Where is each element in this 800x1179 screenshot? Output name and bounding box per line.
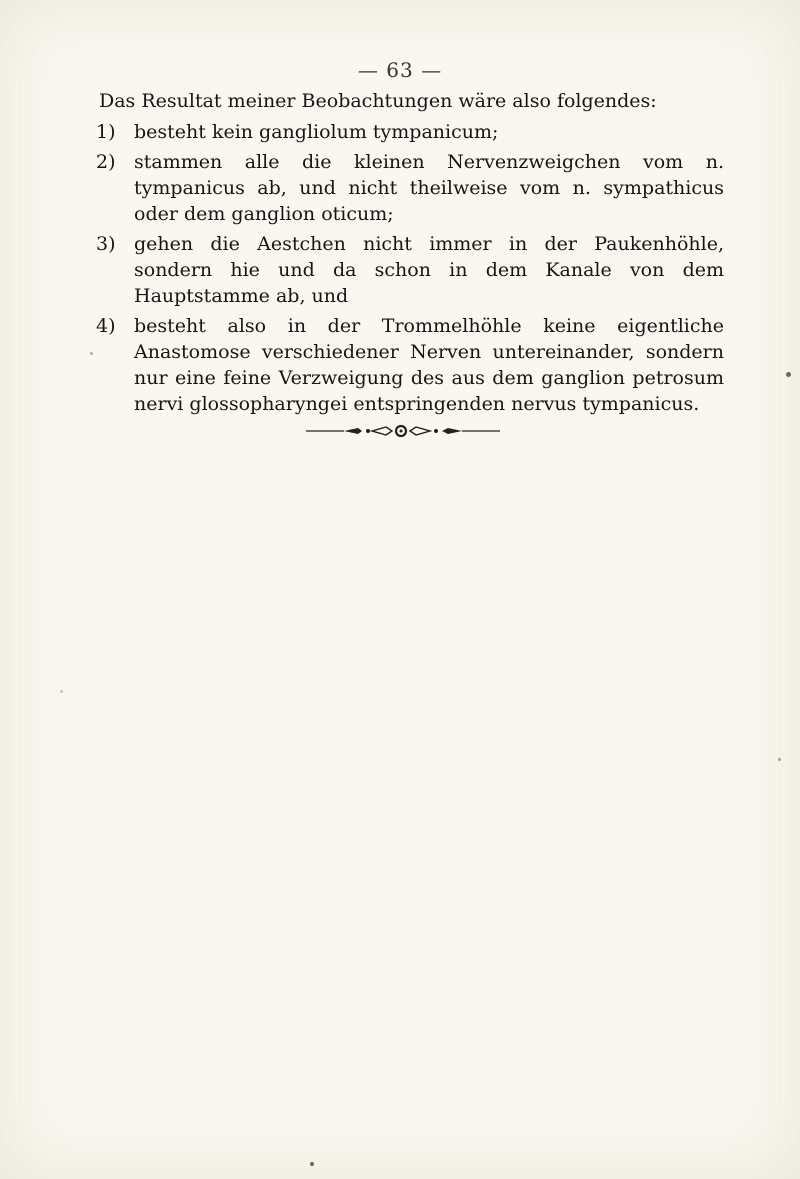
list-text: besteht also in der Trommelhöhle keine eigentliche Anastomose verschiedener Nerven untereinander, sondern nur eine feine Verzweigung des aus dem ganglion petrosum nervi glossopharyngei entspringenden nervus tympanicus.	[134, 315, 724, 415]
page-number: — 63 —	[357, 58, 443, 82]
list-item-3	[96, 231, 724, 309]
list-text: besteht kein gangliolum tympanicum;	[134, 121, 499, 143]
list-item-4	[96, 313, 724, 417]
list-item-1	[96, 119, 724, 145]
list-number: 2)	[96, 151, 116, 173]
list-number: 3)	[96, 233, 116, 255]
list-number: 1)	[96, 121, 116, 143]
list-item-2	[96, 149, 724, 227]
decorative-rule-ornament-icon	[306, 424, 500, 438]
paper-speck	[778, 758, 781, 761]
paper-speck	[786, 372, 791, 377]
paper-speck	[90, 352, 93, 355]
paper-speck	[310, 1162, 314, 1166]
intro-paragraph: Das Resultat meiner Beobachtungen wäre also folgendes:	[99, 90, 657, 112]
list-text: gehen die Aestchen nicht immer in der Paukenhöhle, sondern hie und da schon in dem Kanale von dem Hauptstamme ab, und	[134, 233, 724, 307]
list-text: stammen alle die kleinen Nervenzweigchen vom n. tympanicus ab, und nicht theilweise vom n. sympathicus oder dem ganglion oticum;	[134, 151, 724, 225]
page-body	[96, 88, 724, 421]
paper-speck	[60, 690, 63, 693]
list-number: 4)	[96, 315, 116, 337]
